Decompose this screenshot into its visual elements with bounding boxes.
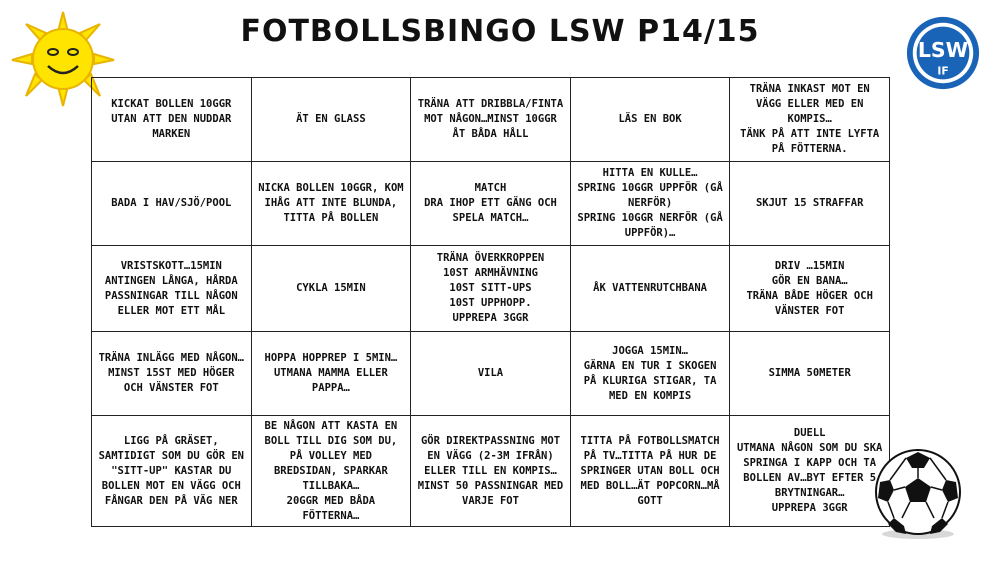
- bingo-cell: DUELL UTMANA NÅGON SOM DU SKA SPRINGA I KAPP OCH TA BOLLEN AV…BYT EFTER 5 BRYTNINGAR… UPPREPA 3GGR: [730, 416, 890, 527]
- bingo-cell: VRISTSKOTT…15MIN ANTINGEN LÅNGA, HÅRDA PASSNINGAR TILL NÅGON ELLER MOT ETT MÅL: [92, 246, 252, 332]
- bingo-cell: SIMMA 50METER: [730, 332, 890, 416]
- logo-subtext: IF: [937, 64, 949, 78]
- bingo-cell: ÄT EN GLASS: [251, 78, 411, 162]
- bingo-cell: CYKLA 15MIN: [251, 246, 411, 332]
- logo-text: LSW: [917, 37, 969, 62]
- bingo-cell: JOGGA 15MIN… GÄRNA EN TUR I SKOGEN PÅ KLURIGA STIGAR, TA MED EN KOMPIS: [570, 332, 730, 416]
- bingo-cell: TRÄNA ÖVERKROPPEN 10ST ARMHÄVNING 10ST SITT-UPS 10ST UPPHOPP. UPPREPA 3GGR: [411, 246, 571, 332]
- bingo-cell: TRÄNA ATT DRIBBLA/FINTA MOT NÅGON…MINST 10GGR ÅT BÅDA HÅLL: [411, 78, 571, 162]
- bingo-row: [92, 332, 890, 416]
- bingo-cell: LIGG PÅ GRÄSET, SAMTIDIGT SOM DU GÖR EN "SITT-UP" KASTAR DU BOLLEN MOT EN VÄGG OCH FÅNGAR DEN PÅ VÄG NER: [92, 416, 252, 527]
- bingo-cell: KICKAT BOLLEN 10GGR UTAN ATT DEN NUDDAR MARKEN: [92, 78, 252, 162]
- bingo-cell: BE NÅGON ATT KASTA EN BOLL TILL DIG SOM DU, PÅ VOLLEY MED BREDSIDAN, SPARKAR TILLBAKA… 20GGR MED BÅDA FÖTTERNA…: [251, 416, 411, 527]
- bingo-cell: HITTA EN KULLE… SPRING 10GGR UPPFÖR (GÅ NERFÖR) SPRING 10GGR NERFÖR (GÅ UPPFÖR)…: [570, 162, 730, 246]
- page-title: FOTBOLLSBINGO LSW P14/15: [240, 14, 760, 49]
- bingo-cell: NICKA BOLLEN 10GGR, KOM IHÅG ATT INTE BLUNDA, TITTA PÅ BOLLEN: [251, 162, 411, 246]
- bingo-cell: ÅK VATTENRUTCHBANA: [570, 246, 730, 332]
- club-logo-icon: [904, 14, 982, 92]
- bingo-cell: SKJUT 15 STRAFFAR: [730, 162, 890, 246]
- football-icon: [872, 446, 964, 540]
- bingo-grid: [91, 77, 890, 527]
- bingo-row: [92, 416, 890, 527]
- bingo-row: [92, 78, 890, 162]
- bingo-row: [92, 246, 890, 332]
- bingo-cell: DRIV …15MIN GÖR EN BANA… TRÄNA BÅDE HÖGER OCH VÄNSTER FOT: [730, 246, 890, 332]
- bingo-cell: TRÄNA INLÄGG MED NÅGON…MINST 15ST MED HÖGER OCH VÄNSTER FOT: [92, 332, 252, 416]
- bingo-cell: TITTA PÅ FOTBOLLSMATCH PÅ TV…TITTA PÅ HUR DE SPRINGER UTAN BOLL OCH MED BOLL…ÄT POPCORN…MÅ GOTT: [570, 416, 730, 527]
- bingo-cell: HOPPA HOPPREP I 5MIN… UTMANA MAMMA ELLER PAPPA…: [251, 332, 411, 416]
- bingo-cell: VILA: [411, 332, 571, 416]
- bingo-cell: BADA I HAV/SJÖ/POOL: [92, 162, 252, 246]
- bingo-cell: LÄS EN BOK: [570, 78, 730, 162]
- bingo-cell: GÖR DIREKTPASSNING MOT EN VÄGG (2-3M IFRÅN) ELLER TILL EN KOMPIS… MINST 50 PASSNINGAR MED VARJE FOT: [411, 416, 571, 527]
- bingo-cell: TRÄNA INKAST MOT EN VÄGG ELLER MED EN KOMPIS… TÄNK PÅ ATT INTE LYFTA PÅ FÖTTERNA.: [730, 78, 890, 162]
- bingo-cell: MATCH DRA IHOP ETT GÄNG OCH SPELA MATCH…: [411, 162, 571, 246]
- bingo-row: [92, 162, 890, 246]
